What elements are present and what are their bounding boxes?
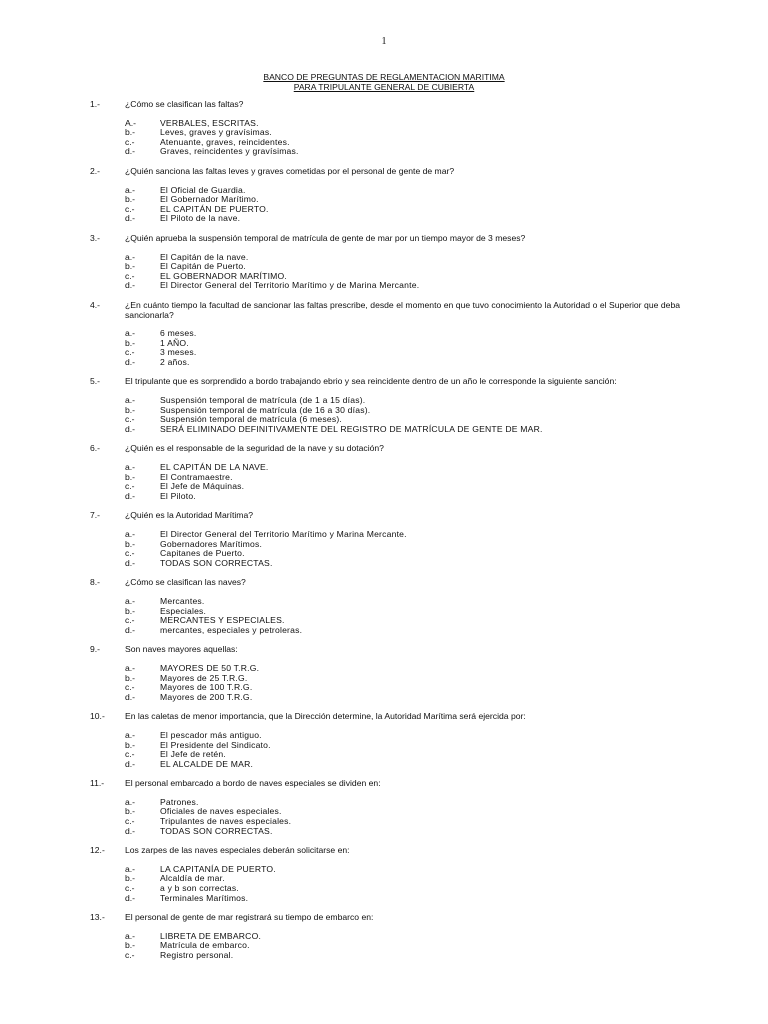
question-text: ¿Cómo se clasifican las naves? — [125, 577, 246, 588]
option-letter: b.- — [125, 471, 136, 482]
option-letter: a.- — [125, 395, 136, 406]
option-text: Gobernadores Marítimos. — [160, 538, 263, 549]
option-letter: b.- — [125, 739, 136, 750]
question-block — [90, 779, 680, 836]
page-number: 1 — [381, 36, 387, 47]
option-text: LA CAPITANÍA DE PUERTO. — [160, 863, 276, 874]
option-letter: b.- — [125, 127, 136, 138]
option-text: Patrones. — [160, 796, 199, 807]
question-block — [90, 377, 680, 434]
option-letter: c.- — [125, 347, 135, 358]
question-row — [90, 578, 680, 588]
option-letter: d.- — [125, 624, 136, 635]
option-text: El Director General del Territorio Marítimo y Marina Mercante. — [160, 529, 407, 539]
option-letter: d.- — [125, 356, 136, 367]
question-row — [90, 234, 680, 244]
option-text: TODAS SON CORRECTAS. — [160, 825, 273, 836]
question-number: 3.- — [90, 232, 101, 243]
answer-option — [90, 281, 680, 291]
option-letter: c.- — [125, 481, 135, 492]
option-text: Atenuante, graves, reincidentes. — [160, 136, 290, 147]
option-text: Mayores de 200 T.R.G. — [160, 691, 253, 702]
option-letter: b.- — [125, 873, 136, 884]
option-text: Suspensión temporal de matrícula (de 1 a 15 días). — [160, 395, 366, 406]
option-letter: d.- — [125, 146, 136, 157]
option-text: Especiales. — [160, 605, 207, 616]
answer-option — [90, 693, 680, 703]
answer-options — [90, 329, 680, 367]
question-text: ¿Quién es el responsable de la seguridad de la nave y su dotación? — [125, 443, 384, 454]
option-text: El Capitán de la nave. — [160, 251, 249, 262]
option-text: 6 meses. — [160, 328, 197, 339]
answer-options — [90, 530, 680, 568]
question-text: El tripulante que es sorprendido a bordo trabajando ebrio y sea reincidente dentro de un año le corresponde la siguiente sanción: — [125, 376, 617, 387]
option-text: El Piloto de la nave. — [160, 213, 241, 224]
option-text: Suspensión temporal de matrícula (6 meses). — [160, 414, 342, 425]
question-number: 9.- — [90, 644, 101, 655]
question-block — [90, 511, 680, 568]
answer-option — [90, 214, 680, 224]
answer-option — [90, 559, 680, 569]
option-letter: b.- — [125, 605, 136, 616]
option-letter: a.- — [125, 863, 136, 874]
option-letter: d.- — [125, 691, 136, 702]
answer-option — [90, 760, 680, 770]
option-text: MAYORES DE 50 T.R.G. — [160, 662, 260, 673]
option-text: Leves, graves y gravísimas. — [160, 127, 272, 138]
option-text: EL GOBERNADOR MARÍTIMO. — [160, 270, 287, 281]
question-block — [90, 167, 680, 224]
option-letter: a.- — [125, 328, 136, 339]
answer-options — [90, 597, 680, 635]
option-text: 2 años. — [160, 356, 190, 367]
question-block — [90, 100, 680, 157]
question-number: 12.- — [90, 845, 105, 856]
option-letter: a.- — [125, 930, 136, 941]
option-text: Mayores de 100 T.R.G. — [160, 682, 253, 693]
question-block — [90, 578, 680, 635]
option-text: El Presidente del Sindicato. — [160, 739, 271, 750]
option-letter: b.- — [125, 672, 136, 683]
answer-option — [90, 626, 680, 636]
question-number: 2.- — [90, 165, 101, 176]
option-text: VERBALES, ESCRITAS. — [160, 117, 259, 128]
option-text: SERÁ ELIMINADO DEFINITIVAMENTE DEL REGISTRO DE MATRÍCULA DE GENTE DE MAR. — [160, 423, 543, 434]
option-letter: b.- — [125, 538, 136, 549]
question-block — [90, 712, 680, 769]
option-text: El Gobernador Marítimo. — [160, 194, 259, 205]
question-row — [90, 645, 680, 655]
question-row — [90, 779, 680, 789]
option-text: El Contramaestre. — [160, 471, 233, 482]
option-text: El Capitán de Puerto. — [160, 261, 246, 272]
question-number: 8.- — [90, 577, 101, 588]
option-letter: c.- — [125, 749, 135, 760]
option-letter: a.- — [125, 595, 136, 606]
option-letter: c.- — [125, 548, 135, 559]
question-row — [90, 913, 680, 923]
option-text: 3 meses. — [160, 347, 197, 358]
option-text: a y b son correctas. — [160, 883, 239, 894]
answer-options — [90, 798, 680, 836]
question-text: El personal embarcado a bordo de naves especiales se dividen en: — [125, 778, 381, 789]
option-text: EL CAPITÁN DE LA NAVE. — [160, 462, 269, 473]
question-text: ¿En cuánto tiempo la facultad de sancionar las faltas prescribe, desde el momento en que tuvo conocimiento la Autoridad o el Superior que deba sancionarla? — [125, 299, 680, 320]
option-letter: d.- — [125, 758, 136, 769]
option-letter: d.- — [125, 490, 136, 501]
answer-options — [90, 731, 680, 769]
option-letter: c.- — [125, 136, 135, 147]
option-text: Oficiales de naves especiales. — [160, 806, 282, 817]
option-letter: d.- — [125, 892, 136, 903]
option-letter: a.- — [125, 729, 136, 740]
option-letter: c.- — [125, 816, 135, 827]
question-text: El personal de gente de mar registrará su tiempo de embarco en: — [125, 912, 374, 923]
question-list — [90, 100, 680, 971]
option-text: MERCANTES Y ESPECIALES. — [160, 615, 285, 626]
option-text: El Piloto. — [160, 490, 196, 501]
option-letter: a.- — [125, 529, 136, 539]
option-text: Matrícula de embarco. — [160, 940, 250, 951]
title-line-1: BANCO DE PREGUNTAS DE REGLAMENTACION MARITIMA — [263, 72, 505, 82]
question-row — [90, 377, 680, 387]
answer-option — [90, 147, 680, 157]
question-number: 13.- — [90, 912, 105, 923]
option-letter: b.- — [125, 940, 136, 951]
question-number: 7.- — [90, 510, 101, 521]
option-letter: d.- — [125, 825, 136, 836]
answer-option — [90, 492, 680, 502]
answer-options — [90, 253, 680, 291]
answer-options — [90, 932, 680, 961]
question-number: 4.- — [90, 299, 101, 310]
option-letter: a.- — [125, 184, 136, 195]
option-letter: c.- — [125, 682, 135, 693]
option-letter: A.- — [125, 117, 136, 128]
title-line-2: PARA TRIPULANTE GENERAL DE CUBIERTA — [293, 82, 475, 92]
answer-option — [90, 358, 680, 368]
question-text: ¿Quién es la Autoridad Marítima? — [125, 510, 254, 521]
option-text: Terminales Marítimos. — [160, 892, 249, 903]
option-text: Capitanes de Puerto. — [160, 548, 245, 559]
question-text: ¿Cómo se clasifican las faltas? — [125, 99, 244, 109]
answer-options — [90, 664, 680, 702]
document-title — [0, 72, 768, 92]
question-block — [90, 301, 680, 368]
option-text: EL ALCALDE DE MAR. — [160, 758, 254, 769]
question-text: Los zarpes de las naves especiales deberán solicitarse en: — [125, 845, 350, 856]
answer-option — [90, 951, 680, 961]
option-text: El Oficial de Guardia. — [160, 184, 246, 195]
question-block — [90, 846, 680, 903]
option-text: EL CAPITÁN DE PUERTO. — [160, 203, 269, 214]
answer-options — [90, 396, 680, 434]
question-row — [90, 301, 680, 320]
option-letter: b.- — [125, 194, 136, 205]
option-text: Alcaldía de mar. — [160, 873, 225, 884]
question-row — [90, 712, 680, 722]
option-letter: c.- — [125, 615, 135, 626]
option-letter: b.- — [125, 261, 136, 272]
option-letter: c.- — [125, 950, 135, 960]
option-text: TODAS SON CORRECTAS. — [160, 557, 273, 568]
option-text: Suspensión temporal de matrícula (de 16 a 30 días). — [160, 404, 371, 415]
option-letter: c.- — [125, 883, 135, 894]
option-text: El Jefe de Máquinas. — [160, 481, 245, 492]
option-letter: c.- — [125, 203, 135, 214]
option-text: LIBRETA DE EMBARCO. — [160, 930, 262, 941]
option-letter: d.- — [125, 280, 136, 291]
option-letter: b.- — [125, 337, 136, 348]
answer-options — [90, 186, 680, 224]
question-row — [90, 167, 680, 177]
answer-options — [90, 865, 680, 903]
question-number: 11.- — [90, 778, 105, 789]
answer-option — [90, 894, 680, 904]
option-text: El Director General del Territorio Marítimo y de Marina Mercante. — [160, 280, 420, 291]
option-text: Registro personal. — [160, 950, 234, 960]
question-block — [90, 913, 680, 960]
option-letter: b.- — [125, 806, 136, 817]
option-text: El Jefe de retén. — [160, 749, 226, 760]
option-text: El pescador más antiguo. — [160, 729, 262, 740]
question-row — [90, 444, 680, 454]
question-block — [90, 645, 680, 702]
option-text: 1 AÑO. — [160, 337, 189, 348]
question-text: ¿Quién aprueba la suspensión temporal de matrícula de gente de mar por un tiempo mayor de 3 meses? — [125, 232, 526, 243]
answer-option — [90, 425, 680, 435]
question-block — [90, 234, 680, 291]
option-letter: d.- — [125, 557, 136, 568]
option-text: Mayores de 25 T.R.G. — [160, 672, 248, 683]
option-text: Tripulantes de naves especiales. — [160, 816, 292, 827]
question-text: Son naves mayores aquellas: — [125, 644, 238, 655]
option-letter: a.- — [125, 662, 136, 673]
question-row — [90, 511, 680, 521]
answer-options — [90, 119, 680, 157]
option-text: Mercantes. — [160, 595, 205, 606]
question-number: 10.- — [90, 711, 105, 722]
question-number: 6.- — [90, 443, 101, 454]
option-letter: c.- — [125, 414, 135, 425]
question-number: 1.- — [90, 99, 101, 109]
option-text: mercantes, especiales y petroleras. — [160, 624, 303, 635]
option-letter: b.- — [125, 404, 136, 415]
option-letter: a.- — [125, 251, 136, 262]
answer-options — [90, 463, 680, 501]
question-number: 5.- — [90, 376, 101, 387]
question-block — [90, 444, 680, 501]
answer-option — [90, 827, 680, 837]
question-row — [90, 846, 680, 856]
option-letter: d.- — [125, 423, 136, 434]
option-letter: c.- — [125, 270, 135, 281]
option-letter: a.- — [125, 462, 136, 473]
option-letter: a.- — [125, 796, 136, 807]
option-text: Graves, reincidentes y gravísimas. — [160, 146, 299, 157]
option-letter: d.- — [125, 213, 136, 224]
question-row — [90, 100, 680, 110]
question-text: ¿Quién sanciona las faltas leves y graves cometidas por el personal de gente de mar? — [125, 165, 455, 176]
question-text: En las caletas de menor importancia, que la Dirección determine, la Autoridad Marítima será ejercida por: — [125, 711, 526, 722]
